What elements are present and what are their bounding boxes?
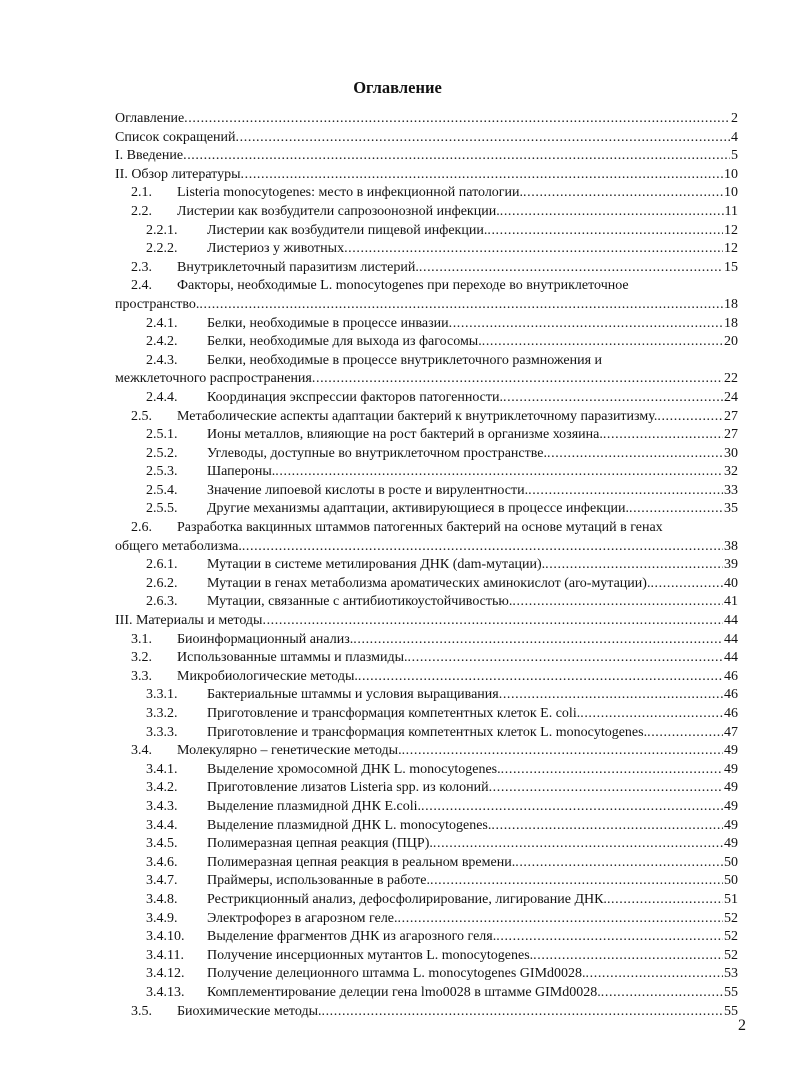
toc-entry-number: 2.6.1. — [146, 557, 178, 573]
toc-entry-page: 33 — [724, 482, 738, 498]
dot-leader — [183, 147, 730, 166]
toc-entry-number: 3.4.9. — [146, 910, 178, 926]
toc-entry-title: Листерии как возбудители пищевой инфекции. — [207, 222, 488, 238]
toc-entry-number: 3.3.2. — [146, 706, 178, 721]
toc-entry-number: 3.4.8. — [146, 891, 178, 907]
toc-entry-page: 53 — [724, 966, 738, 982]
toc-entry-title: III. Материалы и методы — [115, 613, 263, 629]
toc-entry[interactable] — [115, 389, 738, 408]
toc-entry-page: 27 — [724, 408, 738, 424]
toc-entry-title: Выделение плазмидной ДНК E.coli. — [207, 798, 422, 814]
toc-entry-page: 49 — [724, 817, 738, 833]
toc-entry-page: 4 — [731, 129, 738, 145]
toc-entry-page: 5 — [731, 148, 738, 164]
toc-entry-title: Оглавление — [115, 111, 185, 126]
toc-entry[interactable] — [115, 779, 738, 798]
dot-leader — [489, 779, 723, 798]
toc-entry-title: Список сокращений — [115, 129, 236, 145]
dot-leader — [607, 891, 723, 910]
toc-entry[interactable] — [115, 482, 738, 501]
toc-entry-title: Выделение плазмидной ДНК L. monocytogenes. — [207, 817, 492, 833]
dot-leader — [647, 724, 723, 743]
toc-entry-page: 11 — [724, 203, 738, 219]
toc-entry-page: 46 — [724, 687, 738, 703]
toc-entry-page: 44 — [724, 631, 738, 647]
toc-entry-title-continuation: общего метаболизма. — [115, 538, 242, 554]
toc-entry[interactable] — [115, 110, 738, 129]
toc-entry-number: 2.6.3. — [146, 594, 178, 610]
toc-entry-title: Выделение хромосомной ДНК L. monocytogenes. — [207, 761, 501, 777]
dot-leader — [184, 110, 730, 129]
toc-entry-title: Шапероны. — [207, 464, 276, 480]
toc-entry-number: 2.2. — [131, 203, 152, 219]
toc-entry-title: Получение инсерционных мутантов L. monocytogenes. — [207, 947, 534, 963]
toc-entry-page: 12 — [724, 222, 738, 238]
toc-entry[interactable] — [115, 835, 738, 854]
toc-entry[interactable] — [115, 203, 738, 222]
toc-entry-page: 30 — [724, 445, 738, 461]
toc-entry-title: Другие механизмы адаптации, активирующиеся в процессе инфекции. — [207, 501, 629, 517]
toc-entry-number: 3.4.6. — [146, 854, 178, 870]
toc-entry-title: Бактериальные штаммы и условия выращивания — [207, 687, 499, 703]
toc-entry-page: 44 — [724, 613, 738, 629]
toc-entry[interactable] — [115, 631, 738, 650]
toc-entry-title-continuation: пространство. — [115, 296, 200, 312]
toc-entry-number: 3.4.1. — [146, 761, 178, 777]
toc-entry-title: Приготовление лизатов Listeria spp. из колоний — [207, 780, 489, 796]
toc-entry[interactable] — [115, 947, 738, 966]
toc-entry-page: 18 — [724, 296, 738, 312]
toc-entry-page: 52 — [724, 947, 738, 963]
toc-entry[interactable] — [115, 910, 738, 929]
toc-entry-page: 46 — [724, 706, 738, 721]
toc-entry-page: 15 — [724, 259, 738, 275]
toc-entry-title: Углеводы, доступные во внутриклеточном пространстве. — [207, 445, 547, 461]
toc-entry-page: 49 — [724, 743, 738, 759]
toc-entry-title: Координация экспрессии факторов патогенности. — [207, 389, 503, 405]
toc-entry-number: 2.5.3. — [146, 464, 178, 480]
dot-leader — [501, 761, 723, 780]
toc-entry-page: 49 — [724, 798, 738, 814]
dot-leader — [199, 296, 723, 315]
dot-leader — [430, 872, 723, 891]
dot-leader — [275, 463, 723, 482]
toc-entry[interactable] — [115, 798, 738, 817]
toc-entry-title: Листерии как возбудители сапрозоонозной инфекции. — [177, 203, 500, 219]
toc-entry[interactable] — [115, 1003, 738, 1022]
toc-entry-page: 52 — [724, 929, 738, 945]
dot-leader — [344, 240, 723, 259]
toc-entry-number: 3.4. — [131, 743, 152, 759]
toc-entry[interactable] — [115, 352, 738, 389]
toc-entry[interactable] — [115, 147, 738, 166]
toc-entry-page: 10 — [724, 185, 738, 201]
page-number: 2 — [738, 1017, 746, 1034]
dot-leader — [421, 798, 723, 817]
toc-entry-title: Биоинформационный анализ. — [177, 631, 354, 647]
toc-entry-title: Белки, необходимые для выхода из фагосомы. — [207, 334, 482, 350]
dot-leader — [515, 854, 723, 873]
toc-entry[interactable] — [115, 612, 738, 631]
toc-entry-number: 2.5.4. — [146, 482, 178, 498]
toc-entry-number: 2.6. — [131, 520, 152, 536]
toc-entry[interactable] — [115, 928, 738, 947]
dot-leader — [433, 835, 723, 854]
toc-entry[interactable] — [115, 222, 738, 241]
toc-entry-number: 3.4.11. — [146, 947, 184, 963]
toc-entry-page: 55 — [724, 1003, 738, 1019]
toc-entry-title: II. Обзор литературы — [115, 166, 241, 182]
toc-entry[interactable] — [115, 686, 738, 705]
dot-leader — [528, 482, 723, 501]
toc-entry-title: Комплементирование делеции гена lmo0028 в штамме GIMd0028. — [207, 984, 601, 1000]
toc-entry-number: 3.4.7. — [146, 873, 178, 889]
toc-entry-number: 3.4.13. — [146, 984, 185, 1000]
toc-entry[interactable] — [115, 984, 738, 1003]
toc-entry[interactable] — [115, 724, 738, 743]
toc-entry-number: 2.5.1. — [146, 427, 178, 443]
toc-entry-page: 44 — [724, 650, 738, 666]
dot-leader — [533, 947, 723, 966]
toc-entry[interactable] — [115, 872, 738, 891]
toc-entry-page: 12 — [724, 241, 738, 257]
toc-entry-number: 3.4.4. — [146, 817, 178, 833]
toc-entry-page: 27 — [724, 427, 738, 443]
toc-entry-title: Приготовление и трансформация компетентных клеток E. coli. — [207, 706, 581, 721]
toc-entry-number: 3.3.3. — [146, 724, 178, 740]
toc-entry-page: 52 — [724, 910, 738, 926]
toc-entry-page: 22 — [724, 371, 738, 387]
toc-entry-title: Листериоз у животных — [207, 241, 345, 257]
toc-entry[interactable] — [115, 408, 738, 427]
dot-leader — [487, 222, 723, 241]
toc-entry-title: Ионы металлов, влияющие на рост бактерий в организме хозяина. — [207, 427, 603, 443]
toc-entry-number: 2.6.2. — [146, 575, 178, 591]
toc-entry-title: Молекулярно – генетические методы. — [177, 743, 402, 759]
dot-leader — [650, 575, 723, 594]
toc-entry-title: Мутации, связанные с антибиотикоустойчивостью. — [207, 594, 513, 610]
dot-leader — [408, 649, 723, 668]
toc-entry-page: 24 — [724, 389, 738, 405]
toc-entry[interactable] — [115, 426, 738, 445]
toc-entry-number: 2.5.5. — [146, 501, 178, 517]
toc-entry-number: 2.3. — [131, 259, 152, 275]
dot-leader — [512, 593, 723, 612]
toc-entry[interactable] — [115, 166, 738, 185]
toc-entry-number: 3.5. — [131, 1003, 152, 1019]
toc-entry[interactable] — [115, 965, 738, 984]
toc-entry-page: 10 — [724, 166, 738, 182]
toc-entry-page: 40 — [724, 575, 738, 591]
toc-entry[interactable] — [115, 575, 738, 594]
dot-leader — [491, 817, 723, 836]
toc-entry[interactable] — [115, 519, 738, 556]
toc-entry-number: 2.5. — [131, 408, 152, 424]
toc-entry-page: 39 — [724, 557, 738, 573]
dot-leader — [586, 965, 723, 984]
dot-leader — [547, 445, 723, 464]
dot-leader — [500, 203, 724, 222]
toc-entry-title: Приготовление и трансформация компетентных клеток L. monocytogenes. — [207, 724, 648, 740]
toc-entry-page: 49 — [724, 780, 738, 796]
toc-entry-title: Праймеры, использованные в работе. — [207, 873, 430, 889]
dot-leader — [449, 315, 723, 334]
toc-entry[interactable] — [115, 761, 738, 780]
dot-leader — [321, 1003, 723, 1022]
toc-entry-page: 49 — [724, 836, 738, 852]
toc-entry-title: Listeria monocytogenes: место в инфекционной патологии. — [177, 185, 524, 201]
dot-leader — [601, 984, 723, 1003]
toc-entry-page: 51 — [724, 891, 738, 907]
toc-entry-title: Внутриклеточный паразитизм листерий. — [177, 259, 419, 275]
toc-entry-page: 18 — [724, 315, 738, 331]
toc-entry-number: 3.4.5. — [146, 836, 178, 852]
toc-entry[interactable] — [115, 854, 738, 873]
dot-leader — [629, 500, 723, 519]
toc-entry-number: 2.2.2. — [146, 241, 178, 257]
toc-entry-title: Разработка вакцинных штаммов патогенных бактерий на основе мутаций в генах — [177, 520, 663, 536]
toc-entry-title: Белки, необходимые в процессе внутриклеточного размножения и — [207, 352, 603, 368]
toc-entry[interactable] — [115, 500, 738, 519]
toc-entry-title: Факторы, необходимые L. monocytogenes при переходе во внутриклеточное — [177, 278, 629, 294]
toc-entry-page: 46 — [724, 668, 738, 684]
toc-entry-title: Метаболические аспекты адаптации бактерий к внутриклеточному паразитизму. — [177, 408, 658, 424]
toc-entry-title: I. Введение — [115, 148, 184, 164]
toc-entry-page: 55 — [724, 984, 738, 1000]
toc-entry-title: Микробиологические методы. — [177, 668, 358, 684]
toc-entry[interactable] — [115, 593, 738, 612]
dot-leader — [358, 668, 723, 687]
dot-leader — [523, 184, 723, 203]
toc-entry-number: 2.1. — [131, 185, 152, 201]
toc-entry[interactable] — [115, 891, 738, 910]
toc-entry-title: Мутации в генах метаболизма ароматических аминокислот (aro-мутации). — [207, 575, 651, 591]
toc-entry-number: 2.4.4. — [146, 389, 178, 405]
dot-leader — [402, 742, 723, 761]
toc-entry[interactable] — [115, 240, 738, 259]
dot-leader — [482, 333, 723, 352]
toc-entry-title: Рестрикционный анализ, дефосфолирирование, лигирование ДНК. — [207, 891, 607, 907]
toc-entry[interactable] — [115, 668, 738, 687]
toc-entry[interactable] — [115, 315, 738, 334]
toc-entry-title: Мутации в системе метилирования ДНК (dam-мутации). — [207, 557, 546, 573]
dot-leader — [503, 389, 723, 408]
toc-entry-number: 3.4.12. — [146, 966, 185, 982]
dot-leader — [419, 259, 723, 278]
toc-entry[interactable] — [115, 556, 738, 575]
toc-entry-number: 3.3. — [131, 668, 152, 684]
dot-leader — [312, 370, 723, 389]
toc-entry[interactable] — [115, 463, 738, 482]
dot-leader — [580, 705, 723, 724]
toc-entry-number: 2.4.2. — [146, 334, 178, 350]
toc-entry-title: Полимеразная цепная реакция (ПЦР). — [207, 836, 433, 852]
toc-entry-title-continuation: межклеточного распространения — [115, 371, 312, 387]
dot-leader — [545, 556, 723, 575]
toc-entry-number: 2.2.1. — [146, 222, 178, 238]
dot-leader — [657, 408, 723, 427]
toc-entry[interactable] — [115, 259, 738, 278]
toc-entry-number: 3.2. — [131, 650, 152, 666]
dot-leader — [499, 686, 723, 705]
dot-leader — [398, 910, 723, 929]
dot-leader — [603, 426, 723, 445]
toc-entry-title: Биохимические методы. — [177, 1003, 322, 1019]
toc-entry-page: 47 — [724, 724, 738, 740]
toc-entry-title: Использованные штаммы и плазмиды. — [177, 650, 408, 666]
toc-entry-number: 3.3.1. — [146, 687, 178, 703]
toc-entry-number: 2.4.3. — [146, 352, 178, 368]
toc-entry-title: Получение делеционного штамма L. monocytogenes GIMd0028. — [207, 966, 586, 982]
toc-entry-number: 2.5.2. — [146, 445, 178, 461]
dot-leader — [496, 928, 723, 947]
toc-entry-title: Выделение фрагментов ДНК из агарозного геля. — [207, 929, 497, 945]
dot-leader — [241, 166, 723, 185]
dot-leader — [236, 129, 730, 148]
toc-entry-page: 20 — [724, 334, 738, 350]
toc-entry-page: 35 — [724, 501, 738, 517]
toc-entry-title: Электрофорез в агарозном геле. — [207, 910, 398, 926]
toc-entry[interactable] — [115, 445, 738, 464]
toc-entry-title: Значение липоевой кислоты в росте и вирулентности. — [207, 482, 529, 498]
toc-entry[interactable] — [115, 817, 738, 836]
toc-entry-number: 2.4. — [131, 278, 152, 294]
toc-entry[interactable] — [115, 705, 738, 724]
toc-entry-page: 50 — [724, 873, 738, 889]
dot-leader — [262, 612, 723, 631]
toc-entry-page: 2 — [731, 111, 738, 126]
dot-leader — [353, 631, 723, 650]
toc-entry-title: Белки, необходимые в процессе инвазии — [207, 315, 449, 331]
toc-entry[interactable] — [115, 184, 738, 203]
toc-entry-number: 3.4.2. — [146, 780, 178, 796]
toc-entry-number: 3.4.3. — [146, 798, 178, 814]
toc-entry[interactable] — [115, 277, 738, 314]
toc-entry-page: 50 — [724, 854, 738, 870]
toc-entry-page: 41 — [724, 594, 738, 610]
toc-entry-number: 2.4.1. — [146, 315, 178, 331]
toc-entry-page: 49 — [724, 761, 738, 777]
toc-entry[interactable] — [115, 129, 738, 148]
toc-entry-title: Полимеразная цепная реакция в реальном времени. — [207, 854, 516, 870]
toc-entry-page: 38 — [724, 538, 738, 554]
toc-entry-page: 32 — [724, 464, 738, 480]
table-of-contents — [115, 110, 738, 1021]
toc-entry-number: 3.4.10. — [146, 929, 185, 945]
page-title: Оглавление — [353, 78, 442, 97]
toc-entry[interactable] — [115, 649, 738, 668]
toc-entry-number: 3.1. — [131, 631, 152, 647]
toc-entry[interactable] — [115, 333, 738, 352]
dot-leader — [242, 538, 723, 557]
toc-entry[interactable] — [115, 742, 738, 761]
